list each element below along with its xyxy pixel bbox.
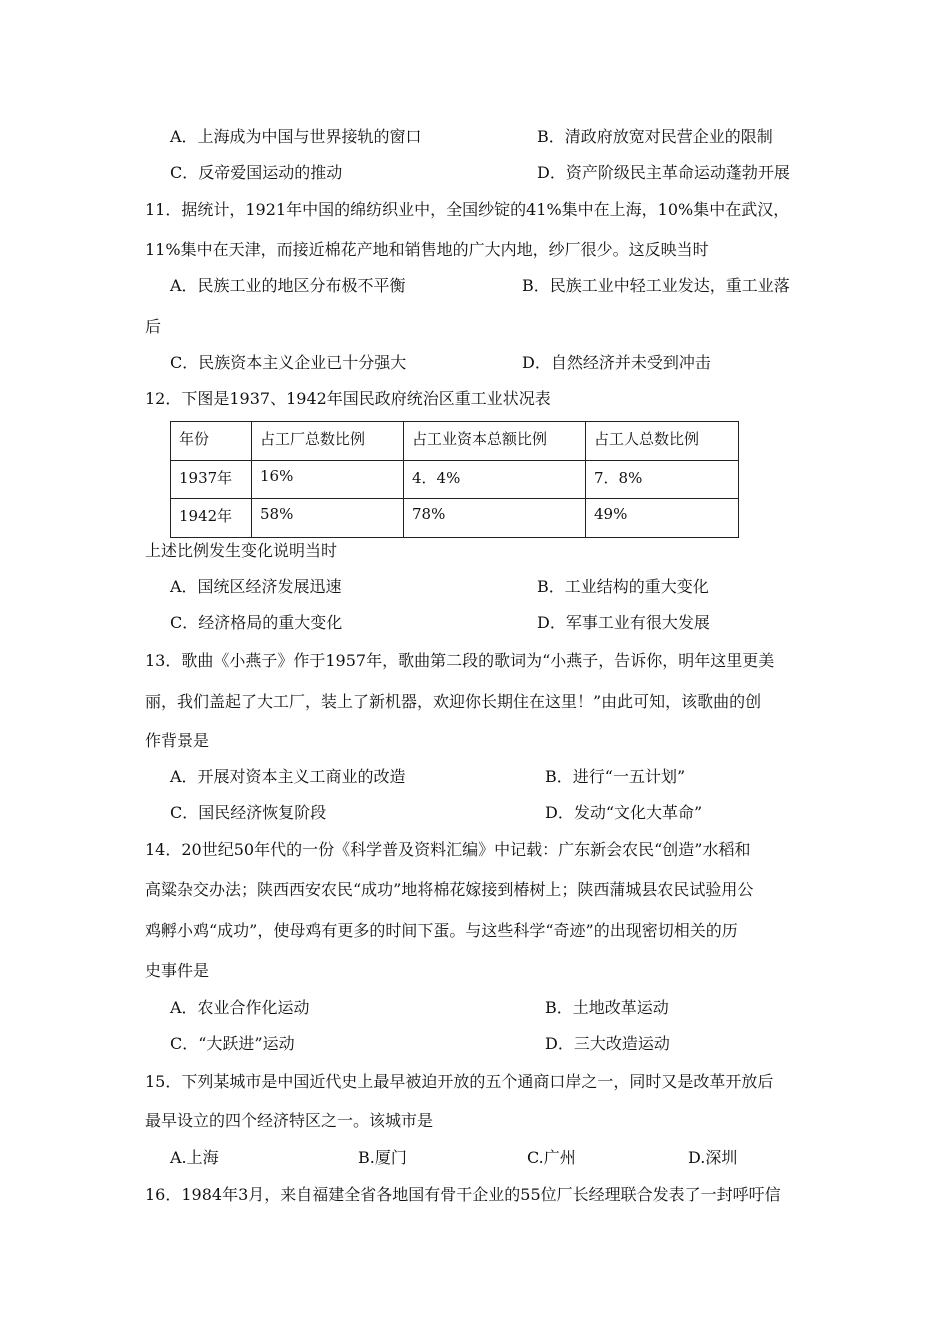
q12-option-c: C．经济格局的重大变化 [170,613,343,632]
q14-stem-line2: 高粱杂交办法；陕西西安农民“成功”地将棉花嫁接到椿树上；陕西蒲城县农民试验用公 [145,880,754,899]
q13-option-d: D．发动“文化大革命” [545,803,703,822]
q12-stem: 12．下图是1937、1942年国民政府统治区重工业状况表 [145,389,551,408]
q13-option-c: C．国民经济恢复阶段 [170,803,327,822]
q11-stem-line1: 11．据统计，1921年中国的绵纺织业中，全国纱锭的41%集中在上海，10%集中在武汉， [145,200,790,219]
q15-stem-line1: 15．下列某城市是中国近代史上最早被迫开放的五个通商口岸之一，同时又是改革开放后 [145,1072,774,1091]
q13-stem-line1: 13．歌曲《小燕子》作于1957年，歌曲第二段的歌词为“小燕子，告诉你，明年这里更美 [145,651,775,670]
q15-option-c: C.广州 [527,1148,576,1167]
q13-option-b: B．进行“一五计划” [545,767,686,786]
q11-option-c: C．民族资本主义企业已十分强大 [170,353,407,372]
table-header-row [171,422,739,461]
q11-option-a: A．民族工业的地区分布极不平衡 [170,276,406,295]
q16-stem-line1: 16．1984年3月，来自福建全省各地国有骨干企业的55位厂长经理联合发表了一封呼吁信 [145,1185,781,1204]
q15-stem-line2: 最早设立的四个经济特区之一。该城市是 [145,1111,434,1130]
q14-option-d: D．三大改造运动 [545,1034,670,1053]
q12-option-b: B．工业结构的重大变化 [537,577,709,596]
table-cell: 78% [404,499,586,538]
q10-option-d: D．资产阶级民主革命运动蓬勃开展 [537,163,790,182]
table-row [171,460,739,499]
q12-option-a: A．国统区经济发展迅速 [170,577,342,596]
q14-option-a: A．农业合作化运动 [170,998,310,1017]
q10-option-b: B．清政府放宽对民营企业的限制 [537,127,773,146]
q15-option-a: A.上海 [170,1148,219,1167]
table-header-cell: 占工人总数比例 [586,422,739,461]
q14-option-b: B．土地改革运动 [545,998,669,1017]
table-cell: 7．8% [586,460,739,499]
table-cell: 1942年 [171,499,252,538]
table-row [171,499,739,538]
q14-stem-line3: 鸡孵小鸡“成功”，使母鸡有更多的时间下蛋。与这些科学“奇迹”的出现密切相关的历 [145,921,738,940]
table-cell: 49% [586,499,739,538]
q14-stem-line1: 14．20世纪50年代的一份《科学普及资料汇编》中记载：广东新会农民“创造”水稻和 [145,840,751,859]
table-cell: 1937年 [171,460,252,499]
q11-option-d: D．自然经济并未受到冲击 [522,353,711,372]
q10-option-a: A．上海成为中国与世界接轨的窗口 [170,127,422,146]
q14-stem-line4: 史事件是 [145,961,210,980]
table-cell: 4．4% [404,460,586,499]
q12-followup: 上述比例发生变化说明当时 [145,541,338,560]
table-cell: 16% [252,460,404,499]
table-cell: 58% [252,499,404,538]
table-header-cell: 占工厂总数比例 [252,422,404,461]
q10-option-c: C．反帝爱国运动的推动 [170,163,343,182]
q15-option-d: D.深圳 [688,1148,738,1167]
table-header-cell: 占工业资本总额比例 [404,422,586,461]
q15-option-b: B.厦门 [358,1148,407,1167]
q14-option-c: C．“大跃进”运动 [170,1034,295,1053]
table-header-cell: 年份 [171,422,252,461]
q13-stem-line2: 丽，我们盖起了大工厂，装上了新机器，欢迎你长期住在这里！”由此可知，该歌曲的创 [145,692,762,711]
q13-stem-line3: 作背景是 [145,731,210,750]
q13-option-a: A．开展对资本主义工商业的改造 [170,767,406,786]
q12-option-d: D．军事工业有很大发展 [537,613,710,632]
q11-option-b-cont: 后 [145,317,162,336]
q11-option-b: B．民族工业中轻工业发达，重工业落 [522,276,790,295]
q11-stem-line2: 11%集中在天津，而接近棉花产地和销售地的广大内地，纱厂很少。这反映当时 [145,240,709,259]
q12-table [170,421,739,538]
